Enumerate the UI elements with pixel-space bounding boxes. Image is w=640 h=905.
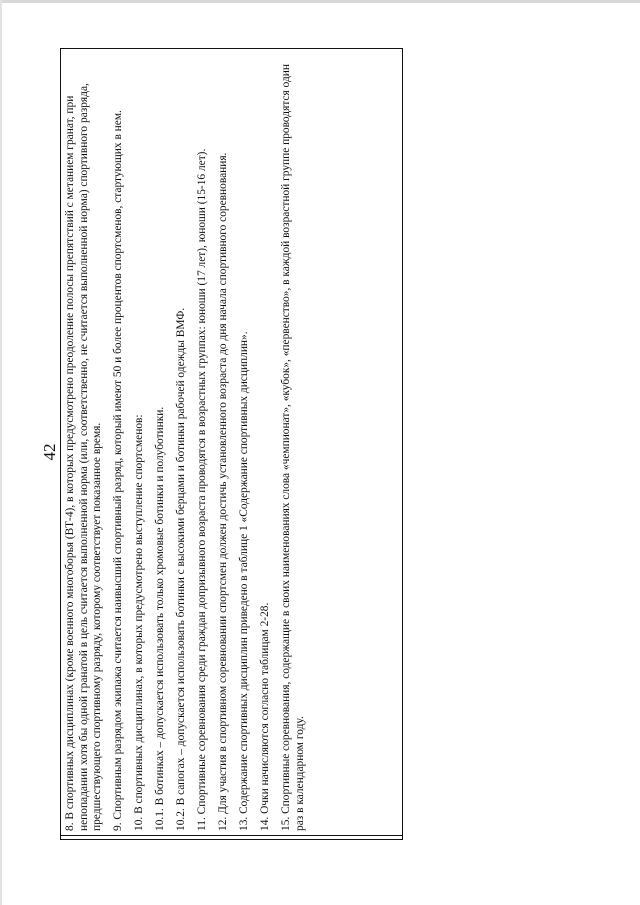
note-item-13: 13. Содержание спортивных дисциплин приведено в таблице 1 «Содержание спортивных дисциплин». bbox=[238, 331, 251, 831]
scan-edge-top bbox=[0, 0, 640, 3]
page-number: 42 bbox=[40, 443, 59, 461]
note-item-8: 8. В спортивных дисциплинах (кроме военного многоборья (ВТ-4), в которых предусмотрено преодоление полосы препятствий с метанием гранат, при непопадании хотя бы одной гранатой в цель считается выполненной норма (или, соответственно, не считается выполненной норма) спортивного разряда, предшествующего спортивному разряду, которому соответствует показанное время. bbox=[64, 83, 104, 831]
rotated-page bbox=[38, 40, 408, 860]
notes-table bbox=[60, 48, 403, 840]
scan-edge-left bbox=[0, 0, 2, 905]
table-left-column bbox=[61, 835, 402, 839]
notes-list bbox=[64, 53, 315, 831]
note-item-14: 14. Очки начисляются согласно таблицам 2-28. bbox=[259, 602, 272, 831]
note-item-10: 10. В спортивных дисциплинах, в которых предусмотрено выступление спортсменов: bbox=[133, 414, 146, 831]
note-item-9: 9. Спортивным разрядом экипажа считается наивысший спортивный разряд, который имеют 50 и более процентов спортсменов, стартующих в нем. bbox=[112, 110, 125, 831]
note-item-10-1: 10.1. В ботинках – допускается использовать только хромовые ботинки и полуботинки. bbox=[154, 406, 167, 831]
note-item-12: 12. Для участия в спортивном соревновании спортсмен должен достичь установленного возраста до дня начала спортивного соревнования. bbox=[217, 152, 230, 831]
note-item-10-2: 10.2. В сапогах – допускается использовать ботинки с высокими берцами и ботинки рабочей одежды ВМФ. bbox=[175, 307, 188, 831]
note-item-11: 11. Спортивные соревнования среди граждан допризывного возраста проводятся в возрастных группах: юноши (17 лет), юноши (15-16 лет). bbox=[196, 148, 209, 831]
note-item-15: 15. Спортивные соревнования, содержащие в своих наименованиях слова «чемпионат», «кубок», «первенство», в каждой возрастной группе проводятся один раз в календарном году. bbox=[280, 64, 306, 831]
